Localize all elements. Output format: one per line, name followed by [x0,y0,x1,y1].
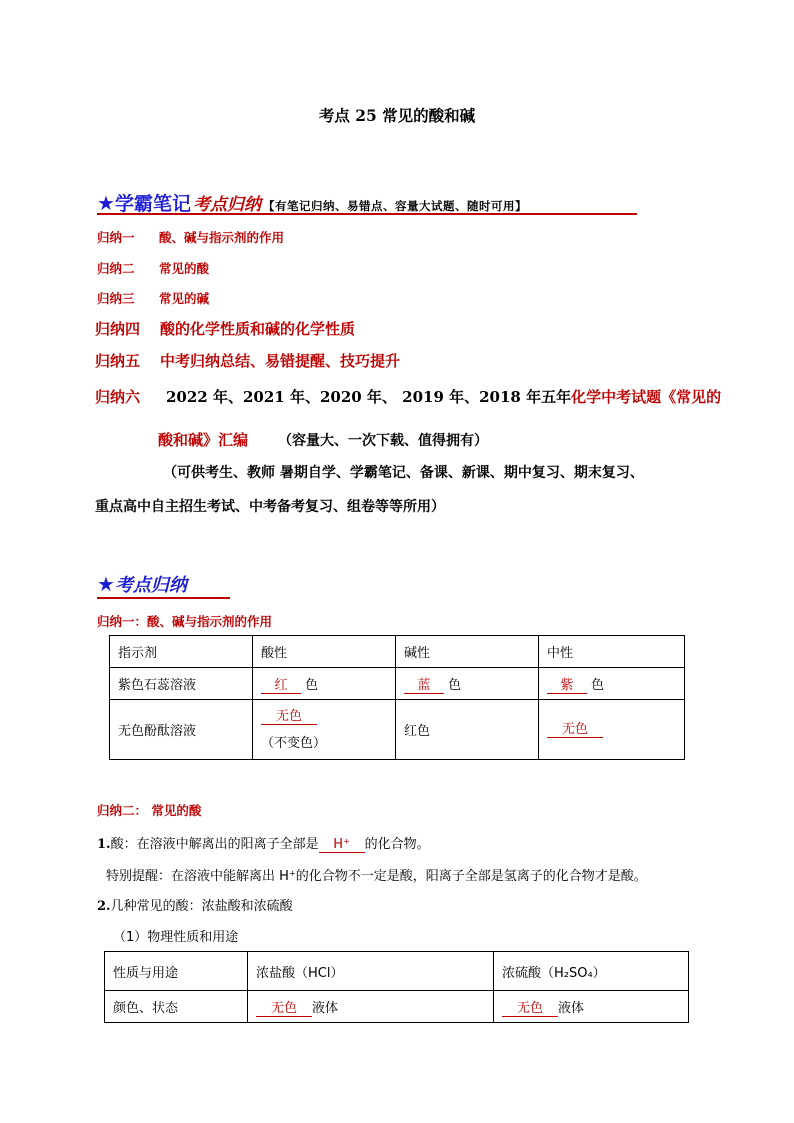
toc-tag: 归纳二 [97,261,135,276]
toc-text: 酸的化学性质和碱的化学性质 [160,320,356,338]
table-header-cell: 碱性 [396,636,539,668]
answer-blank: 蓝 [404,678,444,694]
suffix-text: 色 [448,677,462,693]
paragraph-text: 几种常见的酸：浓盐酸和浓硫酸 [110,899,293,914]
answer-blank: 红 [261,678,301,694]
paragraph-number: 1. [97,837,111,852]
table-cell: 无色酚酞溶液 [110,700,253,760]
banner-italic-text: 考点归纳 [114,575,187,596]
answer-blank: H⁺ [319,837,365,853]
toc-tag: 归纳六 [95,388,141,406]
table-cell: 紫色石蕊溶液 [110,668,253,700]
summary-banner [97,571,230,599]
note-text: （不变色） [261,735,327,751]
star-icon: ★ [97,191,115,215]
toc-tag: 归纳五 [95,352,141,370]
suffix-text: 液体 [312,1000,339,1016]
toc-item-5 [95,350,400,371]
toc-text: 中考归纳总结、易错提醒、技巧提升 [160,352,401,370]
table-cell [253,700,396,760]
table-cell [396,668,539,700]
table-cell: 红色 [396,700,539,760]
toc6-red-text-2: 酸和碱》 [158,431,219,449]
toc-text: 常见的酸 [159,261,210,276]
table-cell [539,700,685,760]
paragraph-common-acids [97,895,293,914]
table-row [105,991,689,1023]
toc6-years: 2022 年、2021 年、2020 年、 2019 年、2018 年五年 [166,388,572,406]
table-header-cell: 酸性 [253,636,396,668]
paragraph-acid-definition [97,833,430,853]
table-row [110,700,685,760]
suffix-text: 色 [591,677,605,693]
toc-text: 常见的碱 [159,291,210,306]
table-header-cell: 中性 [539,636,685,668]
table-header-row [110,636,685,668]
table-cell [539,668,685,700]
banner-bracket-text: 【有笔记归纳、易错点、容量大试题、随时可用】 [262,199,527,213]
table-header-row [105,952,689,991]
star-icon: ★ [97,572,115,596]
banner-italic-text: 考点归纳 [192,195,261,215]
paragraph-number: 2. [97,899,111,914]
page-title: 考点 25 常见的酸和碱 [318,106,476,125]
table-cell [248,991,494,1023]
table-header-cell: 浓盐酸（HCl） [248,952,494,991]
indicator-table [109,635,685,760]
section-heading-1: 归纳一：酸、碱与指示剂的作用 [97,614,273,629]
banner-main-text: 学霸笔记 [114,193,191,215]
toc-item-2 [97,259,209,277]
toc-text: 酸、碱与指示剂的作用 [159,230,285,245]
table-row [110,668,685,700]
answer-blank: 无色 [261,709,317,725]
table-header-cell: 指示剂 [110,636,253,668]
table-header-cell: 浓硫酸（H₂SO₄） [494,952,689,991]
answer-blank: 无色 [502,1001,558,1017]
toc6-line3: （可供考生、教师 暑期自学、学霸笔记、备课、新课、期中复习、期末复习、 [163,465,644,481]
paragraph-physical-props: （1）物理性质和用途 [113,930,239,945]
table-cell [253,668,396,700]
table-header-cell: 性质与用途 [105,952,248,991]
section-heading-2: 归纳二： 常见的酸 [97,803,202,818]
toc6-huibian: 汇编 [218,431,249,449]
answer-blank: 无色 [547,722,603,738]
acid-properties-table [104,951,689,1023]
paragraph-special-note: 特别提醒：在溶液中能解离出 H⁺的化合物不一定是酸，阳离子全部是氢离子的化合物才是酸。 [106,869,647,884]
table-cell: 颜色、状态 [105,991,248,1023]
suffix-text: 色 [305,677,319,693]
toc-item-4 [95,318,355,339]
toc-tag: 归纳一 [97,230,135,245]
paragraph-text: 的化合物。 [364,837,430,852]
paragraph-text: 酸：在溶液中解离出的阳离子全部是 [110,837,319,852]
answer-blank: 紫 [547,678,587,694]
toc6-note: （容量大、一次下载、值得拥有） [278,433,489,449]
table-cell [494,991,689,1023]
toc6-line4: 重点高中自主招生考试、中考备考复习、组卷等等所用） [95,499,445,515]
toc6-line2 [158,429,488,450]
suffix-text: 液体 [558,1000,585,1016]
answer-blank: 无色 [256,1001,312,1017]
toc-tag: 归纳四 [95,320,141,338]
toc-item-1 [97,228,284,246]
toc6-red-text: 化学中考试题《常见的 [571,388,722,406]
toc-tag: 归纳三 [97,291,135,306]
toc-item-6 [95,386,721,407]
notes-banner [97,189,637,215]
toc-item-3 [97,289,209,307]
